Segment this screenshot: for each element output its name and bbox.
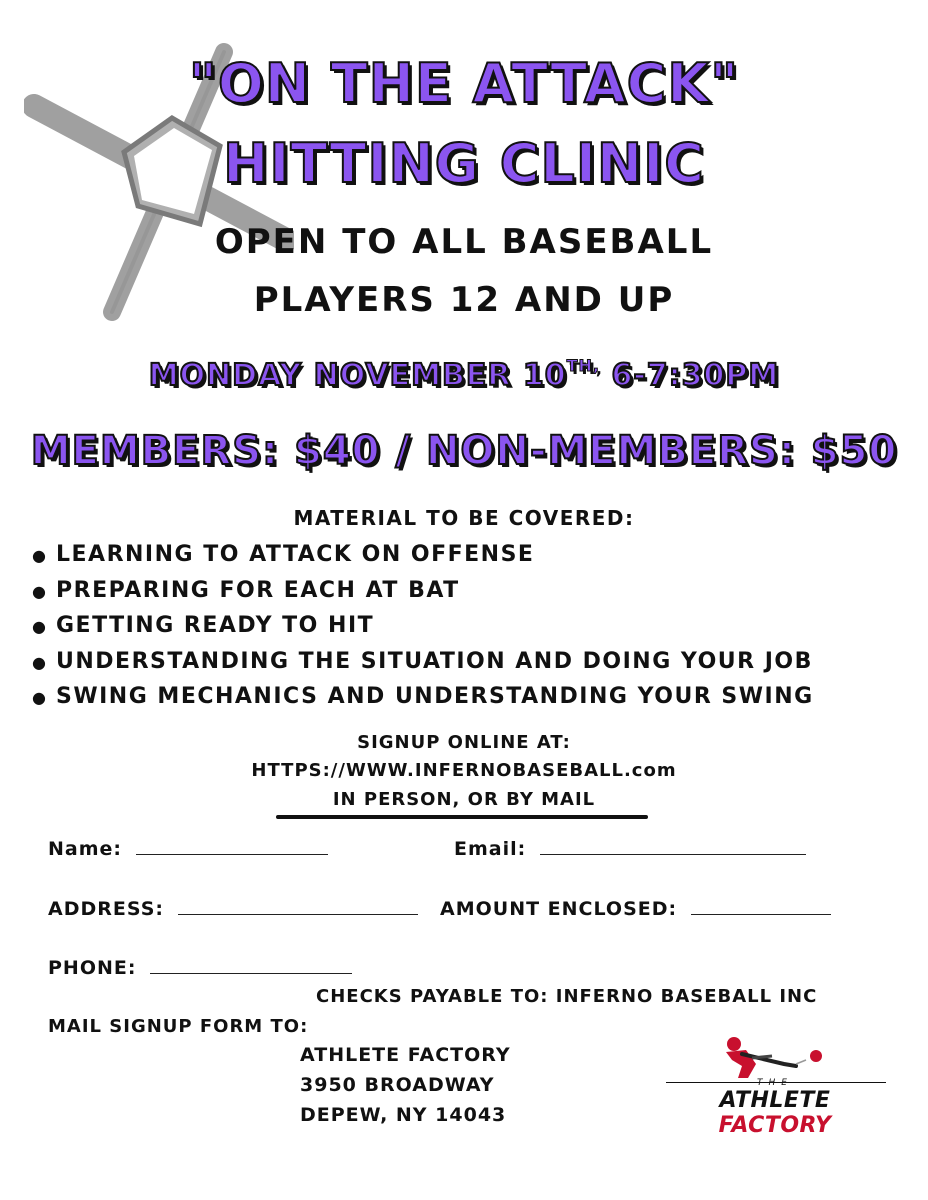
mail-address-line: ATHLETE FACTORY <box>300 1044 511 1066</box>
event-date-suffix: TH, <box>566 356 601 375</box>
audience-line-1: OPEN TO ALL BASEBALL <box>214 222 714 262</box>
amount-field-row <box>440 898 831 920</box>
list-item: ● UNDERSTANDING THE SITUATION AND DOING YOUR JOB <box>32 644 814 680</box>
mail-address-line: DEPEW, NY 14043 <box>300 1104 507 1126</box>
name-field-row <box>48 838 328 860</box>
phone-label: PHONE: <box>48 957 137 979</box>
signup-line-3: IN PERSON, OR BY MAIL <box>332 789 596 810</box>
name-label: Name: <box>48 838 123 860</box>
email-field-row <box>454 838 806 860</box>
material-list <box>32 537 814 715</box>
phone-field[interactable] <box>150 959 352 974</box>
event-date: MONDAY NOVEMBER 10 <box>148 358 567 393</box>
logo-word-1: ATHLETE <box>719 1088 831 1113</box>
title-line-2: HITTING CLINIC <box>223 132 705 195</box>
audience-line-2: PLAYERS 12 AND UP <box>253 280 675 320</box>
email-field[interactable] <box>540 840 806 855</box>
checks-payable: CHECKS PAYABLE TO: INFERNO BASEBALL INC <box>316 986 818 1007</box>
pricing-line: MEMBERS: $40 / NON-MEMBERS: $50 <box>30 428 898 474</box>
signup-line-1: SIGNUP ONLINE AT: <box>357 732 571 753</box>
signup-url[interactable]: HTTPS://WWW.INFERNOBASEBALL.com <box>251 760 677 781</box>
logo-prefix: THE <box>757 1078 793 1088</box>
list-item: ● SWING MECHANICS AND UNDERSTANDING YOUR SWING <box>32 679 814 715</box>
list-item: ● LEARNING TO ATTACK ON OFFENSE <box>32 537 814 573</box>
address-label: ADDRESS: <box>48 898 164 920</box>
amount-field[interactable] <box>691 900 831 915</box>
list-item: ● PREPARING FOR EACH AT BAT <box>32 573 814 609</box>
name-field[interactable] <box>136 840 328 855</box>
email-label: Email: <box>454 838 527 860</box>
mail-heading: MAIL SIGNUP FORM TO: <box>48 1016 309 1037</box>
address-field-row <box>48 898 418 920</box>
logo-word-2: FACTORY <box>718 1113 832 1138</box>
batter-icon <box>712 1034 842 1080</box>
amount-label: AMOUNT ENCLOSED: <box>440 898 678 920</box>
event-time: 6-7:30PM <box>611 358 780 393</box>
bullet-icon: ● <box>32 581 48 601</box>
bullet-icon: ● <box>32 688 48 707</box>
signup-divider <box>276 815 648 819</box>
event-date-time <box>0 356 928 393</box>
logo-wordmark <box>660 1088 890 1138</box>
bullet-icon: ● <box>32 546 48 565</box>
address-field[interactable] <box>178 900 418 915</box>
bullet-icon: ● <box>32 617 48 636</box>
bullet-icon: ● <box>32 652 48 672</box>
athlete-factory-logo <box>660 1030 890 1138</box>
list-item: ● GETTING READY TO HIT <box>32 608 814 644</box>
title-line-1: "ON THE ATTACK" <box>188 52 740 115</box>
material-heading: MATERIAL TO BE COVERED: <box>293 506 635 530</box>
phone-field-row <box>48 957 352 979</box>
mail-address-line: 3950 BROADWAY <box>300 1074 495 1096</box>
